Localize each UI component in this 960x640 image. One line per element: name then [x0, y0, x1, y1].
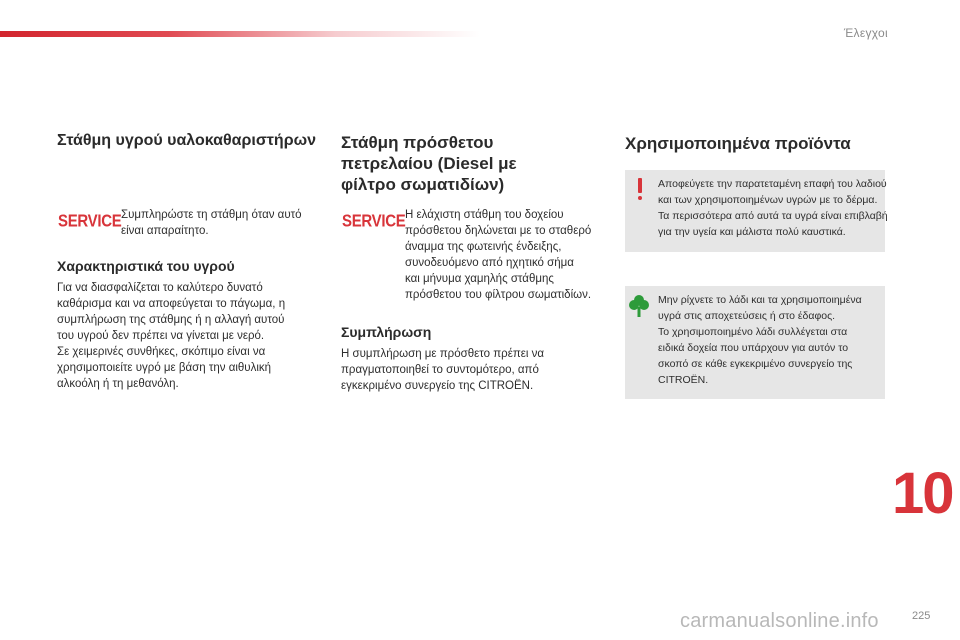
service-icon: SERVICE	[342, 211, 406, 232]
top-accent-bar	[0, 31, 480, 37]
fill-level-text: Συμπληρώστε τη στάθμη όταν αυτό είναι απαραίτητο.	[121, 209, 302, 237]
refill-text: Η συμπλήρωση με πρόσθετο πρέπει να πραγματοποιηθεί το συντομότερο, από εγκεκριμένο συνεργείο της CITROËN.	[341, 348, 545, 392]
diesel-additive-title: Στάθμη πρόσθετου πετρελαίου (Diesel με φίλτρο σωματιδίων)	[341, 133, 517, 194]
warning-note-text: Αποφεύγετε την παρατεταμένη επαφή του λαδιού και των χρησιμοποιημένων υγρών με το δέρμα. Τα περισσότερα από αυτά τα υγρά είναι επιβλαβή για την υγεία και μάλιστα πολύ καυστικά.	[658, 178, 888, 238]
service-icon: SERVICE	[58, 211, 122, 232]
watermark: carmanualsonline.info	[680, 610, 879, 632]
washer-fluid-title: Στάθμη υγρού υαλοκαθαριστήρων	[57, 132, 317, 149]
warning-exclamation-icon	[635, 178, 645, 202]
refill-title: Συμπλήρωση	[341, 324, 432, 340]
fluid-characteristics-title: Χαρακτηριστικά του υγρού	[57, 258, 235, 274]
page-number: 225	[912, 610, 931, 622]
fluid-characteristics-text: Για να διασφαλίζεται το καλύτερο δυνατό καθάρισμα και να αποφεύγεται το πάγωμα, η συμπλήρωση της στάθμης ή η αλλαγή αυτού του υγρού δεν πρέπει να γίνεται με νερό. Σε χειμερινές συνθήκες, σκόπιμο είναι να χρησιμοποιείτε υγρό με βάση την αιθυλική αλκοόλη ή τη μεθανόλη.	[57, 282, 286, 390]
section-header: Έλεγχοι	[843, 26, 888, 40]
tree-icon	[629, 294, 649, 318]
environment-note-text: Μην ρίχνετε το λάδι και τα χρησιμοποιημένα υγρά στις αποχετεύσεις ή στο έδαφος. Το χρησιμοποιημένο λάδι συλλέγεται στα ειδικά δοχεία που υπάρχουν για αυτόν το σκοπό σε κάθε εγκεκριμένο συνεργείο της CITROËN.	[658, 294, 862, 386]
used-products-title: Χρησιμοποιημένα προϊόντα	[625, 134, 851, 153]
min-level-text: Η ελάχιστη στάθμη του δοχείου πρόσθετου δηλώνεται με το σταθερό άναμμα της φωτεινής ένδειξης, συνοδευόμενο από ηχητικό σήμα και μήνυμα χαμηλής στάθμης πρόσθετου του φίλτρου σωματιδίων.	[405, 209, 592, 301]
chapter-number: 10	[892, 461, 953, 526]
